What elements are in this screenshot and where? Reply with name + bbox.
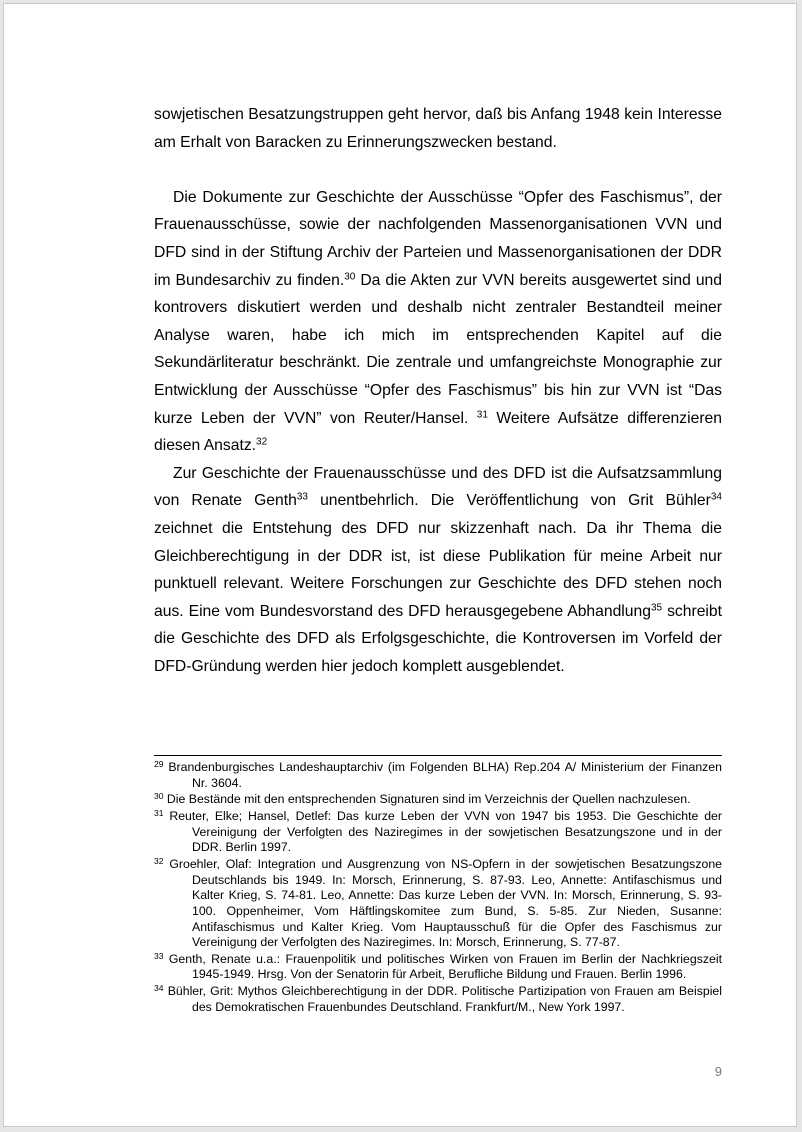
text-run: Da die Akten zur VVN bereits ausgewertet sind und kontrovers diskutiert werden und deshalb nicht zentraler Bestandteil meiner Analyse waren, habe ich mich im entsprechenden Kapitel auf die Sekundärliteratur beschränkt. Die zentrale und umfangreichste Monographie zur Entwicklung der Ausschüsse “Opfer des Faschismus” bis hin zur VVN ist “Das kurze Leben der VVN” von Reuter/Hansel. (154, 271, 722, 427)
footnote-ref: 31 (476, 409, 488, 421)
footnote-text: Brandenburgisches Landeshauptarchiv (im Folgenden BLHA) Rep.204 A/ Ministerium der Finanzen Nr. 3604. (168, 760, 722, 790)
paragraph (154, 101, 722, 156)
text-run: unentbehrlich. Die Veröffentlichung von Grit Bühler (307, 492, 711, 510)
page-number: 9 (714, 1064, 722, 1079)
text-run: Die Dokumente zur Geschichte der Ausschüsse “Opfer des Faschismus”, der Frauenausschüsse, sowie der nachfolgenden Massenorganisationen VVN und DFD sind in der Stiftung Archiv der Parteien und Massenorganisationen der DDR im Bundesarchiv zu finden. (154, 188, 722, 289)
footnote (154, 857, 722, 951)
document-page (3, 3, 797, 1127)
footnote-text: Reuter, Elke; Hansel, Detlef: Das kurze Leben der VVN von 1947 bis 1953. Die Geschichte der Vereinigung der Verfolgten des Naziregimes in der sowjetischen Besatzungszone und in der DDR. Berlin 1997. (169, 809, 722, 855)
footnote (154, 809, 722, 856)
footnote (154, 952, 722, 983)
footnote-ref: 30 (344, 271, 356, 283)
text-run: schreibt die Geschichte des DFD als Erfolgsgeschichte, die Kontroversen im Vorfeld der DFD-Gründung werden hier jedoch komplett ausgeblendet. (154, 602, 723, 675)
footnote-number: 33 (154, 951, 164, 962)
footnote-ref: 35 (650, 602, 663, 614)
paragraph (154, 184, 722, 460)
footnote-text: Genth, Renate u.a.: Frauenpolitik und politisches Wirken von Frauen im Berlin der Nachkriegszeit 1945-1949. Hrsg. Von der Senatorin für Arbeit, Berufliche Bildung und Frauen. Berlin 1996. (168, 951, 722, 982)
footnote-number: 32 (154, 856, 164, 867)
footnote-separator (154, 755, 722, 756)
footnote (154, 984, 722, 1015)
footnote-ref: 34 (710, 491, 722, 503)
footnote (154, 760, 722, 791)
body-text (154, 101, 722, 680)
footnotes (154, 760, 722, 1017)
footnote-text: Die Bestände mit den entsprechenden Signaturen sind im Verzeichnis der Quellen nachzulesen. (166, 792, 691, 807)
footnote-ref: 32 (256, 436, 268, 448)
text-run: Weitere Aufsätze differenzieren diesen Ansatz. (154, 409, 722, 455)
text-run: sowjetischen Besatzungstruppen geht hervor, daß bis Anfang 1948 kein Interesse am Erhalt von Baracken zu Erinnerungszwecken bestand. (154, 106, 722, 151)
footnote (154, 792, 722, 808)
text-run: zeichnet die Entstehung des DFD nur skizzenhaft nach. Da ihr Thema die Gleichberechtigung in der DDR ist, ist diese Publikation für meine Arbeit nur punktuell relevant. Weitere Forschungen zur Geschichte des DFD stehen noch aus. Eine vom Bundesvorstand des DFD herausgegebene Abhandlung (154, 519, 722, 620)
footnote-number: 34 (154, 983, 164, 994)
footnote-number: 31 (154, 808, 164, 819)
footnote-ref: 33 (296, 491, 308, 503)
footnote-number: 30 (154, 791, 164, 802)
text-run: Zur Geschichte der Frauenausschüsse und des DFD ist die Aufsatzsammlung von Renate Genth (154, 464, 722, 510)
paragraph (154, 460, 722, 681)
footnote-text: Bühler, Grit: Mythos Gleichberechtigung in der DDR. Politische Partizipation von Frauen am Beispiel des Demokratischen Frauenbundes Deutschland. Frankfurt/M., New York 1997. (167, 984, 722, 1014)
footnote-number: 29 (154, 759, 164, 770)
footnote-text: Groehler, Olaf: Integration und Ausgrenzung von NS-Opfern in der sowjetischen Besatzungszone Deutschlands bis 1949. In: Morsch, Erinnerung, S. 87-93. Leo, Annette: Antifaschismus und Kalter Krieg, S. 74-81. Leo, Annette: Das kurze Leben der VVN. In: Morsch, Erinnerung, S. 93-100. Oppenheimer, Vom Häftlingskomitee zum Bund, S. 5-85. Zur Nieden, Susanne: Antifaschismus und Kalter Krieg. Vom Hauptausschuß für die Opfer des Faschismus zur Vereinigung der Verfolgten des Naziregimes. In: Morsch, Erinnerung, S. 77-87. (169, 857, 722, 950)
